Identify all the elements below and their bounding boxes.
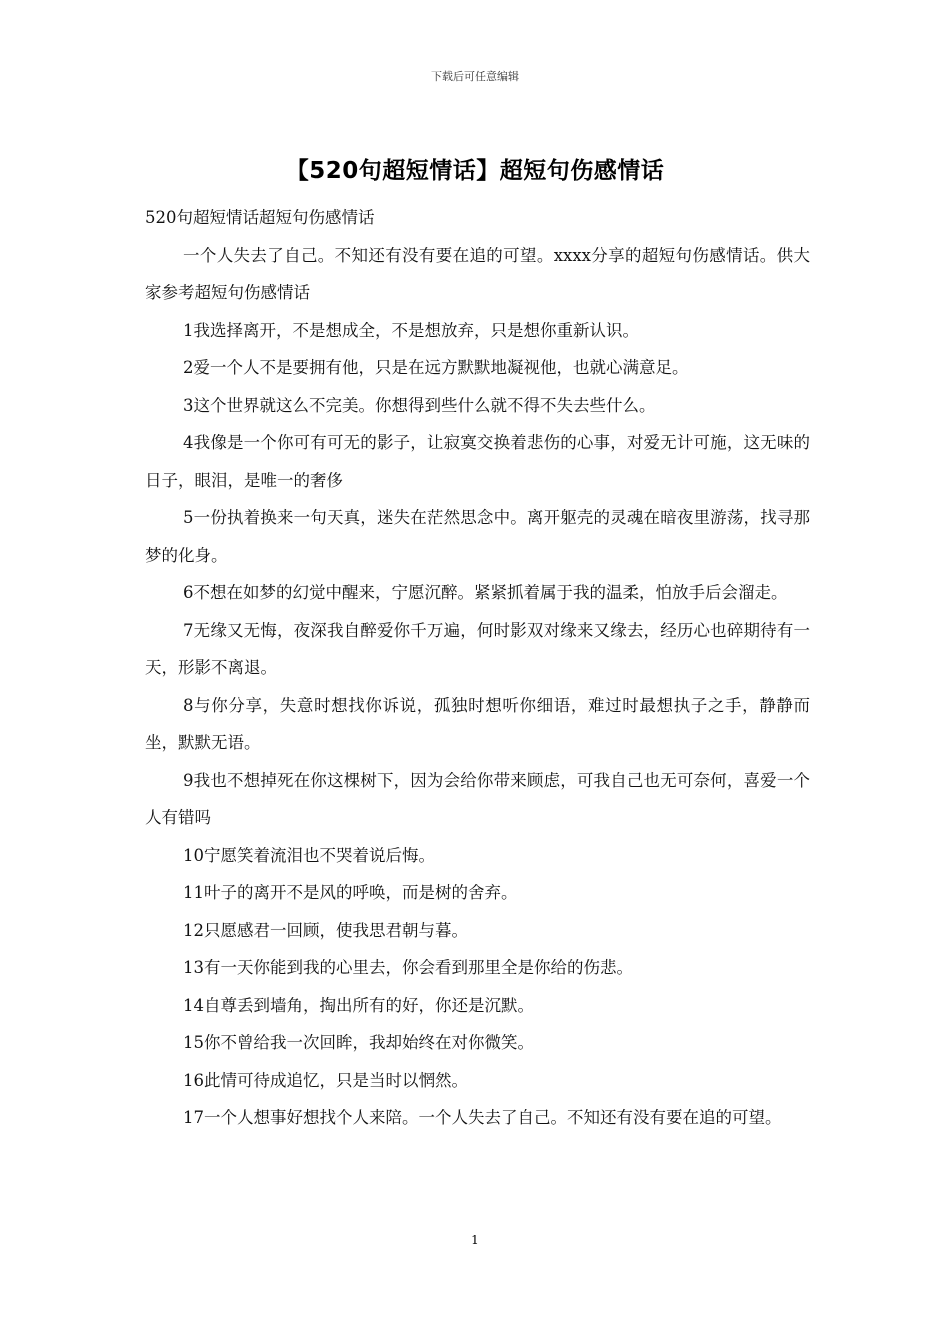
list-item: 13有一天你能到我的心里去，你会看到那里全是你给的伤悲。	[183, 958, 633, 977]
page-number: 1	[471, 1233, 479, 1247]
document-body	[145, 199, 810, 1137]
intro-paragraph: 一个人失去了自己。不知还有没有要在追的可望。xxxx分享的超短句伤感情话。供大家参考超短句伤感情话	[145, 245, 810, 302]
document-title: 【520句超短情话】超短句伤感情话	[285, 158, 665, 184]
subtitle-line: 520句超短情话超短句伤感情话	[145, 208, 375, 227]
list-item: 16此情可待成追忆，只是当时以惘然。	[183, 1070, 468, 1090]
list-item: 15你不曾给我一次回眸，我却始终在对你微笑。	[183, 1033, 534, 1052]
list-item: 7无缘又无悔，夜深我自醉爱你千万遍，何时影双对缘来又缘去，经历心也碎期待有一天，形影不离退。	[145, 620, 810, 677]
list-item: 9我也不想掉死在你这棵树下，因为会给你带来顾虑，可我自己也无可奈何，喜爱一个人有错吗	[145, 770, 810, 827]
list-item: 4我像是一个你可有可无的影子，让寂寞交换着悲伤的心事，对爱无计可施，这无味的日子，眼泪，是唯一的奢侈	[145, 433, 810, 490]
list-item: 5一份执着换来一句天真，迷失在茫然思念中。离开躯壳的灵魂在暗夜里游荡，找寻那梦的化身。	[145, 508, 810, 565]
list-item: 2爱一个人不是要拥有他，只是在远方默默地凝视他，也就心满意足。	[183, 358, 689, 377]
list-item: 1我选择离开，不是想成全，不是想放弃，只是想你重新认识。	[183, 320, 639, 340]
list-item: 11叶子的离开不是风的呼唤，而是树的舍弃。	[183, 883, 518, 902]
list-item: 14自尊丢到墙角，掏出所有的好，你还是沉默。	[183, 995, 534, 1015]
list-item: 17一个人想事好想找个人来陪。一个人失去了自己。不知还有没有要在追的可望。	[183, 1108, 782, 1127]
list-item: 12只愿感君一回顾，使我思君朝与暮。	[183, 920, 468, 940]
list-item: 6不想在如梦的幻觉中醒来，宁愿沉醉。紧紧抓着属于我的温柔，怕放手后会溜走。	[183, 583, 788, 602]
list-item: 3这个世界就这么不完美。你想得到些什么就不得不失去些什么。	[183, 395, 656, 415]
header-note: 下载后可任意编辑	[431, 70, 519, 83]
list-item: 10宁愿笑着流泪也不哭着说后悔。	[183, 845, 435, 865]
list-item: 8与你分享，失意时想找你诉说，孤独时想听你细语，难过时最想执子之手，静静而坐，默默无语。	[145, 695, 810, 752]
